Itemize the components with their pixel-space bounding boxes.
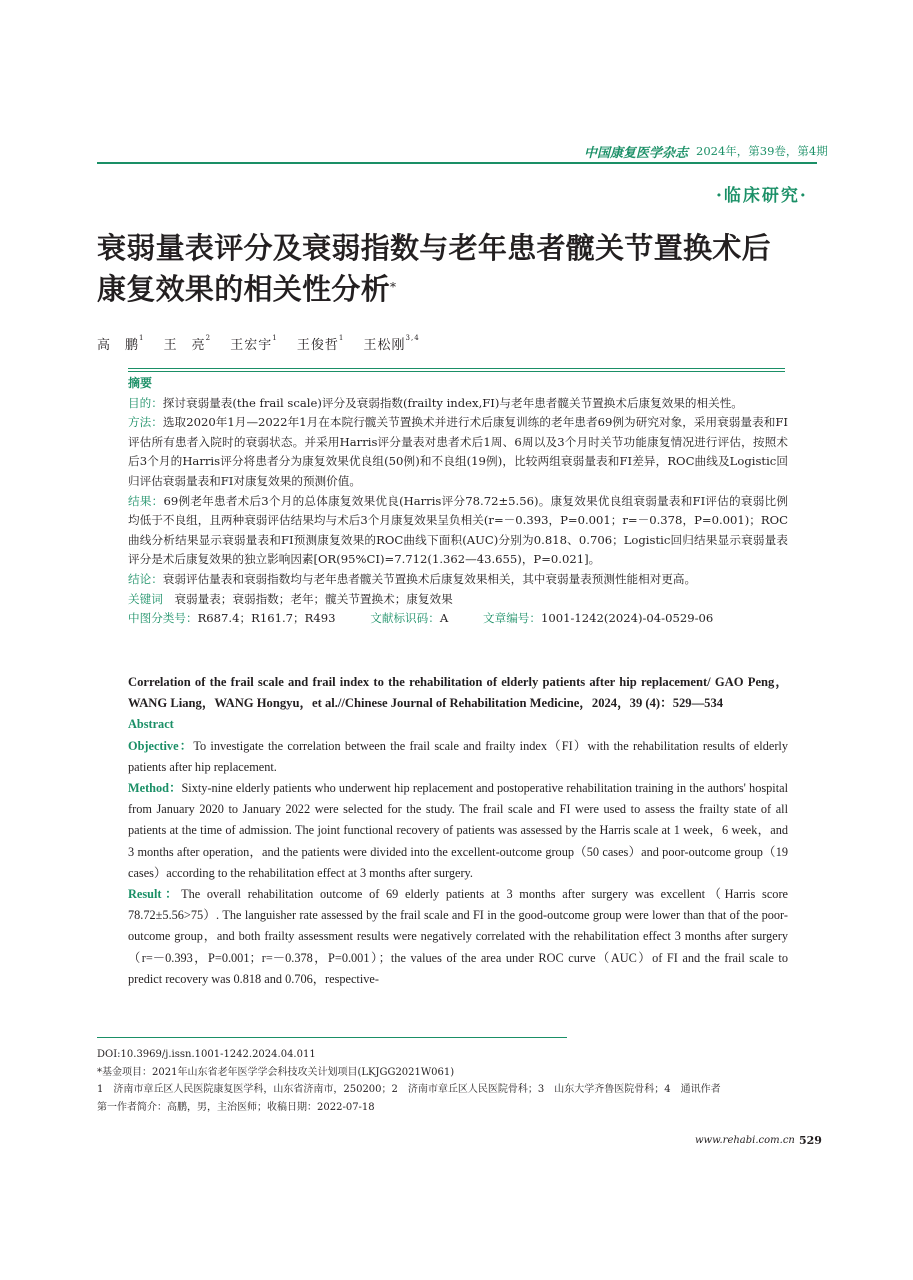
author: 王宏宇$^1$ xyxy=(230,334,278,353)
abstract-rule xyxy=(128,368,785,369)
affiliations: 1 济南市章丘区人民医院康复医学科，山东省济南市，250200；2 济南市章丘区人民医院骨科；3 山东大学齐鲁医院骨科；4 通讯作者 xyxy=(97,1084,721,1096)
section-label: ·临床研究· xyxy=(716,186,808,206)
footnotes xyxy=(97,1046,827,1116)
first-author-note: 第一作者简介：高鹏，男，主治医师；收稿日期：2022-07-18 xyxy=(97,1101,375,1113)
title-line-2 xyxy=(97,269,837,310)
cn-objective: 目的：探讨衰弱量表(the frail scale)评分及衰弱指数(frailty index,FI)与老年患者髋关节置换术后康复效果的相关性。 xyxy=(128,395,743,410)
title-line-1: 衰弱量表评分及衰弱指数与老年患者髋关节置换术后 xyxy=(97,231,771,265)
chinese-abstract xyxy=(128,374,788,629)
abstract-rule xyxy=(128,371,785,372)
journal-logo: 中国康复医学杂志 xyxy=(584,146,689,161)
en-method: Method：Sixty-nine elderly patients who underwent hip replacement and postoperative rehabilitation training in the authors' hospital from January 2020 to January 2022 were selected for the study. The frail scale and FI were used to assess the frailty state of all patients at the time of admission. The joint functional recovery of patients was assessed by the Harris scale at 1 week，6 week，and 3 months after operation，and the patients were divided into the excellent-outcome group（50 cases）and poor-outcome group（19 cases）according to the rehabilitation effect at 3 months after surgery. xyxy=(128,781,788,880)
header-rule xyxy=(97,162,817,164)
cn-classification: 中图分类号：R687.4；R161.7；R493 文献标识码：A 文章编号：1001-1242(2024)-04-0529-06 xyxy=(128,611,714,626)
author: 高 鹏$^1$ xyxy=(97,334,145,353)
cn-method: 方法：选取2020年1月—2022年1月在本院行髋关节置换术并进行术后康复训练的老年患者69例为研究对象，采用衰弱量表和FI评估所有患者入院时的衰弱状态。并采用Harris评分量表对患者术后1周、6周以及3个月时关节功能康复情况进行评估，按照术后3个月的Harris评分将患者分为康复效果优良组(50例)和不良组(19例)，比较两组衰弱量表和FI差异，ROC曲线及Logistic回归评估衰弱量表和FI对康复效果的预测价值。 xyxy=(128,415,788,488)
journal-website: www.rehabi.com.cn xyxy=(695,1135,795,1146)
cn-keywords: 关键词 衰弱量表；衰弱指数；老年；髋关节置换术；康复效果 xyxy=(128,591,453,606)
footnote-rule xyxy=(97,1037,567,1038)
author: 王俊哲$^1$ xyxy=(296,334,345,353)
abstract-heading: 摘要 xyxy=(128,376,153,390)
en-objective: Objective：To investigate the correlation between the frail scale and frailty index（FI）with the rehabilitation results of elderly patients after hip replacement. xyxy=(128,738,788,774)
title-footnote-marker: * xyxy=(390,280,397,294)
english-abstract-heading: Abstract xyxy=(128,717,174,732)
issue-info: 2024年，第39卷，第4期 xyxy=(696,144,828,158)
english-abstract xyxy=(128,672,788,990)
fund-note: *基金项目：2021年山东省老年医学学会科技攻关计划项目(LKJGG2021W061) xyxy=(97,1066,455,1078)
author-list xyxy=(97,334,434,353)
page-number: 529 xyxy=(799,1134,822,1147)
author: 王 亮$^2$ xyxy=(163,334,212,353)
doi: DOI:10.3969/j.issn.1001-1242.2024.04.011 xyxy=(97,1049,316,1060)
title-line-2-text: 康复效果的相关性分析 xyxy=(97,272,391,306)
en-result: Result：The overall rehabilitation outcome of 69 elderly patients at 3 months after surgery was excellent（Harris score 78.72±5.56>75）. The languisher rate assessed by the frail scale and FI in the good-outcome group were lower than that of the poor-outcome group，and both frailty assessment results were negatively correlated with the rehabilitation effect 3 months after surgery（r=－0.393，P=0.001；r=－0.378，P=0.001）；the values of the area under ROC curve（AUC）of FI and the frail scale to predict recovery was 0.818 and 0.706，respective- xyxy=(128,887,789,986)
author: 王松刚$^{3,4}$ xyxy=(363,334,420,353)
cn-conclusion: 结论：衰弱评估量表和衰弱指数均与老年患者髋关节置换术后康复效果相关，其中衰弱量表预测性能相对更高。 xyxy=(128,571,697,586)
cn-result: 结果：69例老年患者术后3个月的总体康复效果优良(Harris评分78.72±5.56)。康复效果优良组衰弱量表和FI评估的衰弱比例均低于不良组，且两种衰弱评估结果均与术后3个月康复效果呈负相关(r=－0.393，P=0.001；r=－0.378，P=0.001)；ROC曲线分析结果显示衰弱量表和FI预测康复效果的ROC曲线下面积(AUC)分别为0.818、0.706；Logistic回归结果显示衰弱量表评分是术后康复效果的独立影响因素[OR(95%CI)=7.712(1.362—43.655)，P=0.021]。 xyxy=(128,493,788,567)
english-title: Correlation of the frail scale and frail index to the rehabilitation of elderly patients after hip replacement/ GAO Peng，WANG Liang，WANG Hongyu，et al.//Chinese Journal of Rehabilitation Medicine，2024，39 (4)：529—534 xyxy=(128,675,788,711)
article-title xyxy=(97,228,837,310)
